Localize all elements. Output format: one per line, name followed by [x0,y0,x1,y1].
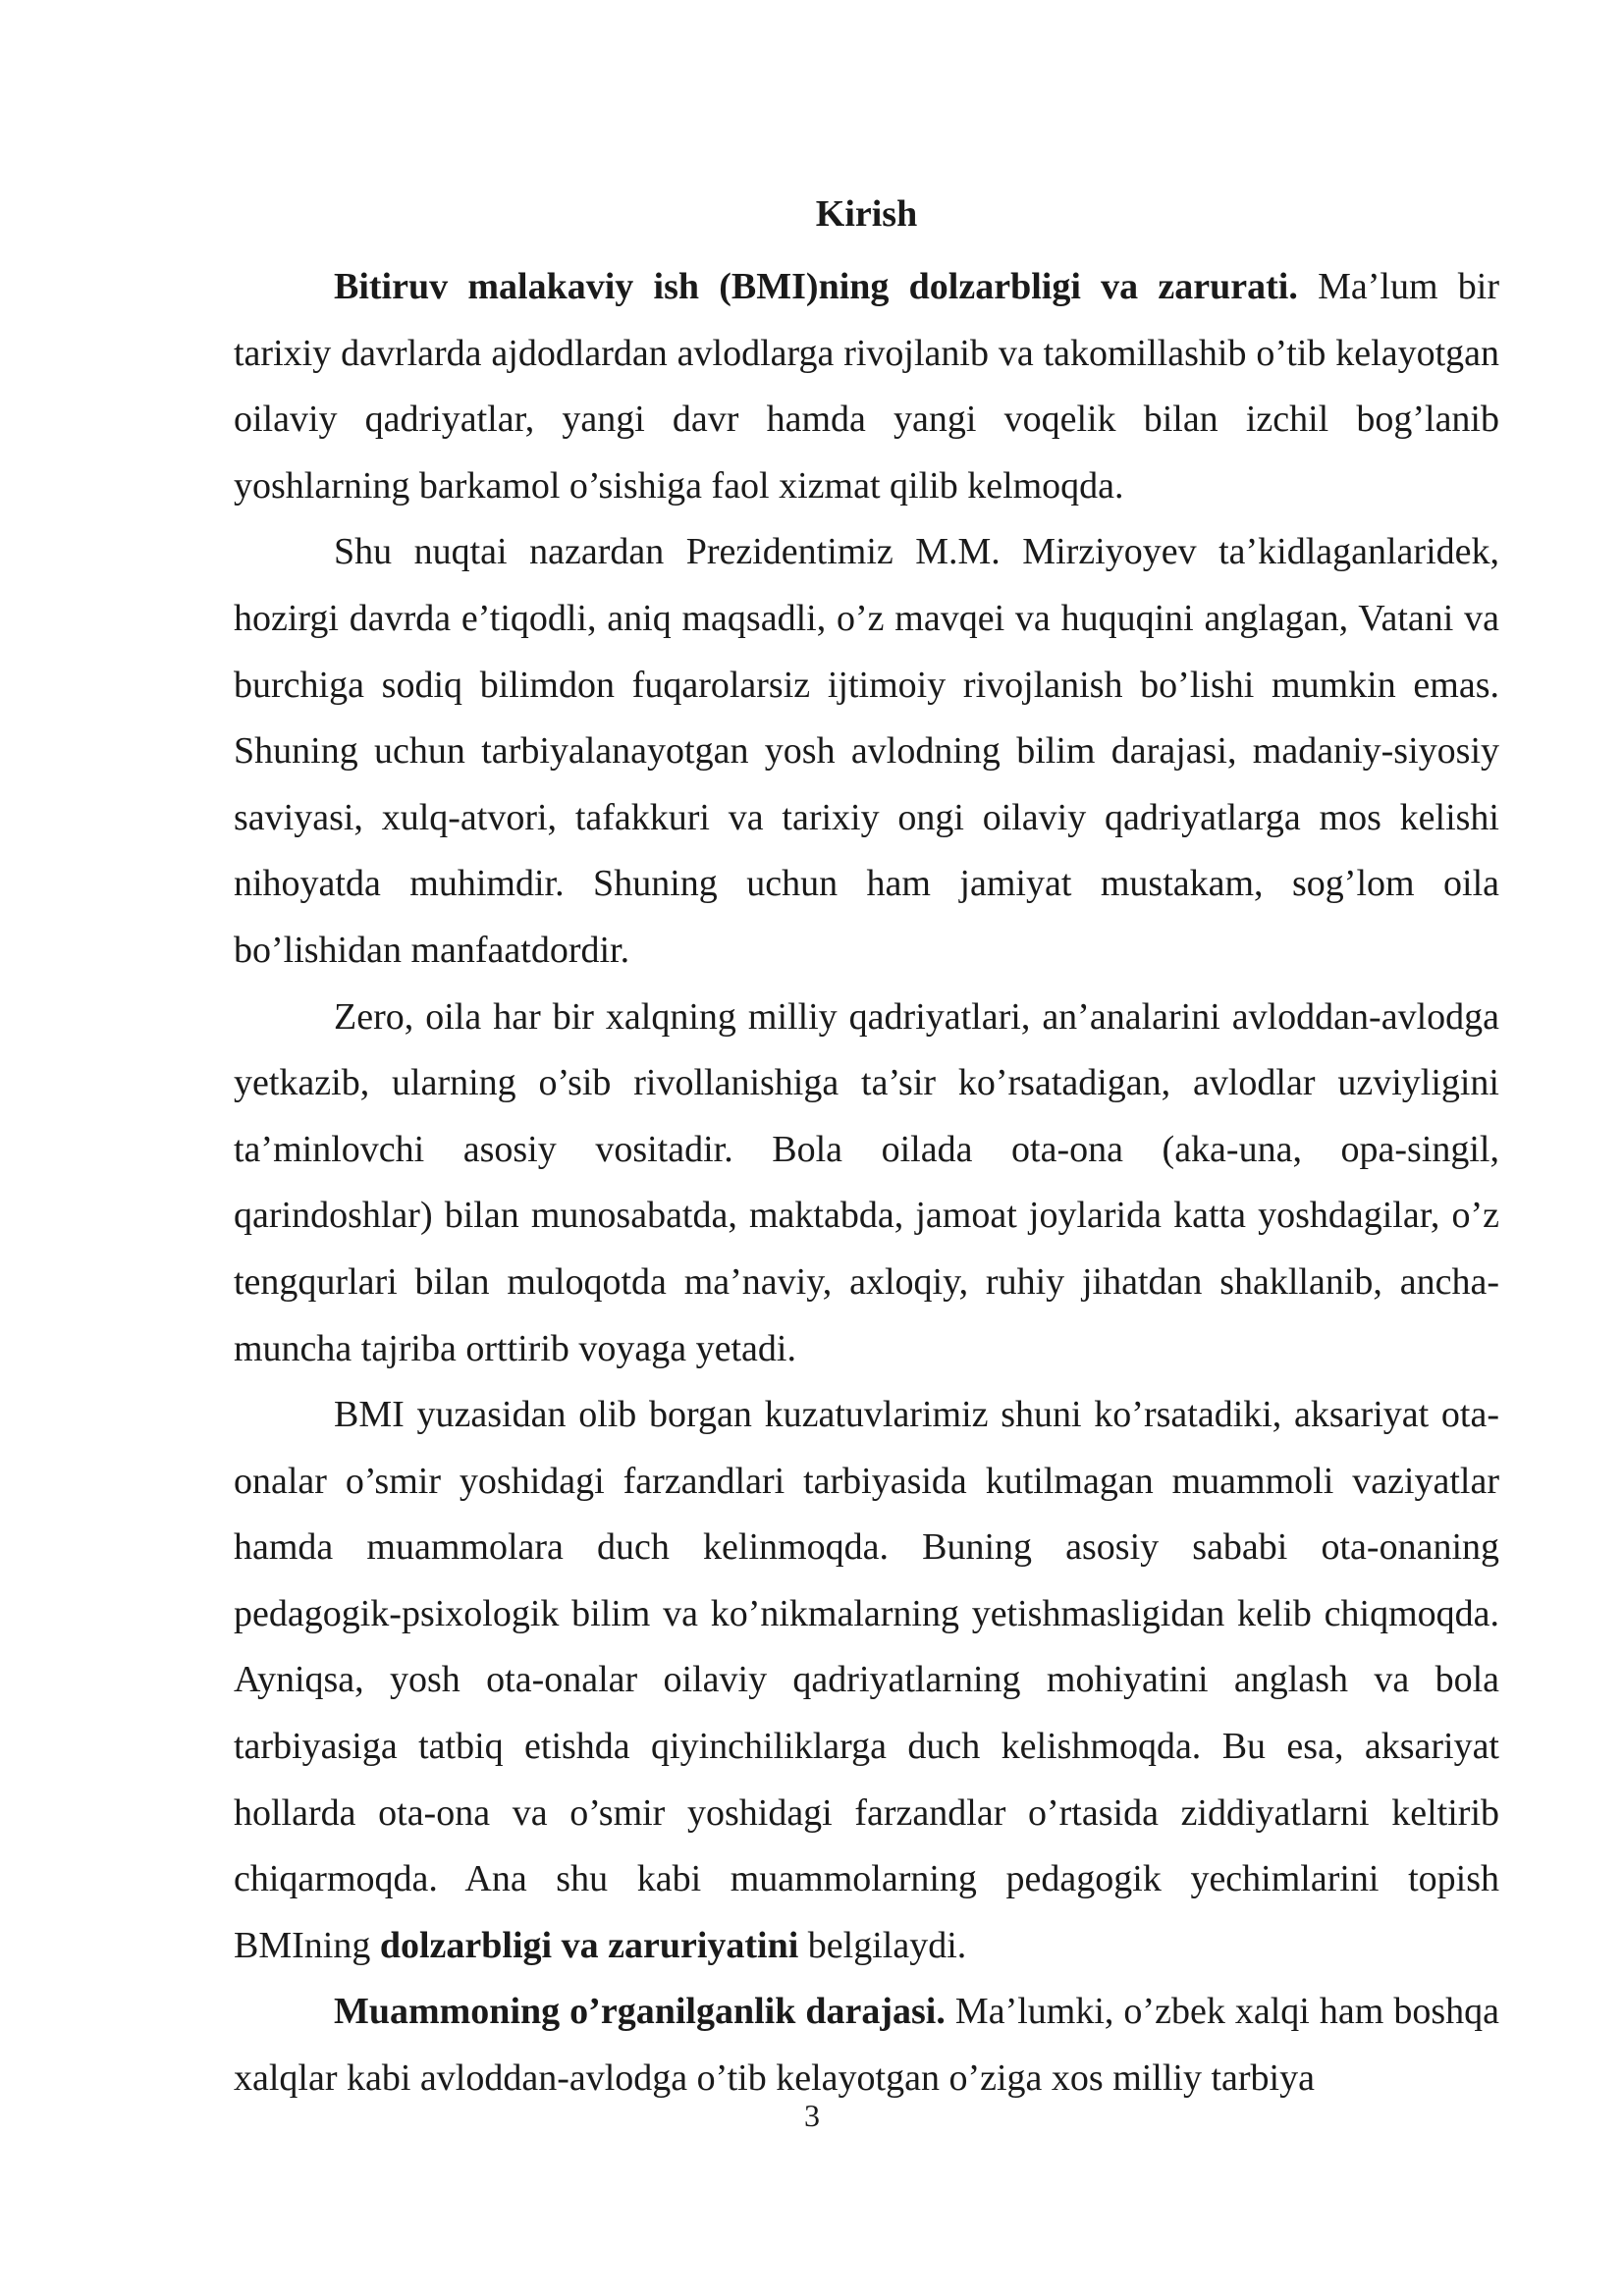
paragraph-tail: belgilaydi. [798,1924,967,1966]
section-title: Kirish [815,193,918,235]
paragraph-text: BMI yuzasidan olib borgan kuzatuvlarimiz shuni ko’rsatadiki, aksariyat ota-onalar o’smir yoshidagi farzandlari tarbiyasida kutilmagan muammoli vaziyatlar hamda muammolara duch kelinmoqda. Buning asosiy sababi ota-onaning pedagogik-psixologik bilim va ko’nikmalarning yetishmasligidan kelib chiqmoqda. Ayniqsa, yosh ota-onalar oilaviy qadriyatlarning mohiyatini anglash va bola tarbiyasiga tatbiq etishda qiyinchiliklarga duch kelishmoqda. Bu esa, aksariyat hollarda ota-ona va o’smir yoshidagi farzandlar o’rtasida ziddiyatlarni keltirib chiqarmoqda. Ana shu kabi muammolarning pedagogik yechimlarini topish BMIning [234,1394,1499,1966]
page-number: 3 [804,2098,820,2133]
paragraph-family-values [234,985,1499,1383]
paragraph-study-level [234,1979,1499,2111]
paragraph-text: Zero, oila har bir xalqning milliy qadriyatlari, an’analarini avloddan-avlodga yetkazib, ularning o’sib rivollanishiga ta’sir ko’rsatadigan, avlodlar uzviyligini ta’minlovchi asosiy vositadir. Bola oilada ota-ona (aka-una, opa-singil, qarindoshlar) bilan munosabatda, maktabda, jamoat joylarida katta yoshdagilar, o’z tengqurlari bilan muloqotda ma’naviy, axloqiy, ruhiy jihatdan shakllanib, ancha-muncha tajriba orttirib voyaga yetadi. [234,995,1499,1369]
paragraph-text: Shu nuqtai nazardan Prezidentimiz M.M. Mirziyoyev ta’kidlaganlaridek, hozirgi davrda e’tiqodli, aniq maqsadli, o’z mavqei va huquqini anglagan, Vatani va burchiga sodiq bilimdon fuqarolarsiz ijtimoiy rivojlanish bo’lishi mumkin emas. Shuning uchun tarbiyalanayotgan yosh avlodning bilim darajasi, madaniy-siyosiy saviyasi, xulq-atvori, tafakkuri va tarixiy ongi oilaviy qadriyatlarga mos kelishi nihoyatda muhimdir. Shuning uchun ham jamiyat mustakam, sog’lom oila bo’lishidan manfaatdordir. [234,531,1499,971]
paragraph-text: Ma’lum bir tarixiy davrlarda ajdodlardan avlodlarga rivojlanib va takomillashib o’tib kelayotgan oilaviy qadriyatlar, yangi davr hamda yangi voqelik bilan izchil bog’lanib yoshlarning barkamol o’sishiga faol xizmat qilib kelmoqda. [234,266,1499,507]
paragraph-lead-heading: Bitiruv malakaviy ish (BMI)ning dolzarbligi va zarurati. [334,266,1298,307]
document-page [234,187,1499,2112]
paragraph-relevance [234,254,1499,519]
paragraph-text: Ma’lumki, o’zbek xalqi ham boshqa xalqlar kabi avloddan-avlodga o’tib kelayotgan o’ziga xos milliy tarbiya [234,1991,1499,2100]
paragraph-president-quote [234,519,1499,984]
paragraph-lead-heading: Muammoning o’rganilganlik darajasi. [334,1991,946,2033]
paragraph-observations [234,1382,1499,1979]
paragraph-bold-phrase: dolzarbligi va zaruriyatini [379,1924,799,1966]
